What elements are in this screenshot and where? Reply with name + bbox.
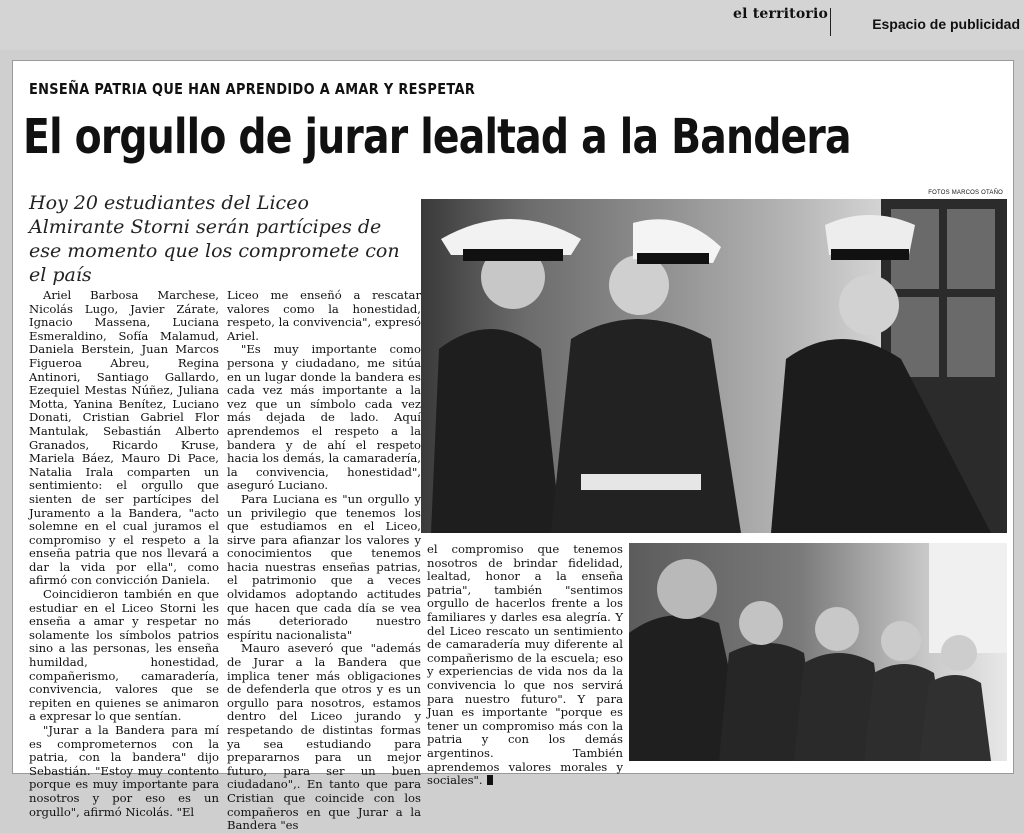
page-header-bar bbox=[0, 0, 1024, 50]
paragraph: Para Luciana es "un orgullo y un privilegio que tenemos los que estudiamos en el Liceo, sirve para afianzar los valores y conocimientos que tenemos hacia nuestras enseñas patrias, el patrimonio que a veces olvidamos adoptando actitudes que hacen que cada día se vea más deteriorado nuestro espíritu nacionalista" bbox=[227, 491, 421, 642]
cadets-seated-photo-graphic bbox=[629, 543, 1007, 761]
paragraph bbox=[427, 543, 623, 788]
article-column-2 bbox=[227, 288, 421, 833]
article-frame bbox=[12, 60, 1014, 833]
cadets-seated-photo bbox=[629, 543, 1007, 761]
article-headline: El orgullo de jurar lealtad a la Bandera bbox=[23, 109, 851, 165]
article-column-1 bbox=[29, 288, 219, 819]
paragraph: Liceo me enseñó a rescatar valores como la honestidad, respeto, la convivencia", expresó Ariel. bbox=[227, 288, 421, 343]
paragraph: Ariel Barbosa Marchese, Nicolás Lugo, Javier Zárate, Ignacio Massena, Luciana Esmeraldino, Sofía Malamud, Daniela Berstein, Juan Marcos Figueroa Abreu, Regina Antinori, Santiago Gallardo, Ezequiel Mestas Núñez, Juliana Motta, Yanina Benítez, Luciano Donati, Cristian Gabriel Flor Mantulak, Sebastián Alberto Granados, Ricardo Kruse, Mariela Báez, Mauro Di Pace, Natalia Irala comparten un sentimiento: el orgullo que sienten de ser partícipes del Juramento a la Bandera, "acto solemne en el cual juramos el compromiso y el respeto a la enseña patria que nos llevará a dar la vida por ella", como afirmó con convicción Daniela. bbox=[29, 288, 219, 588]
article-column-3 bbox=[427, 542, 623, 788]
article-kicker: ENSEÑA PATRIA QUE HAN APRENDIDO A AMAR Y RESPETAR bbox=[29, 80, 476, 98]
article-deck: Hoy 20 estudiantes del Liceo Almirante Storni serán partícipes de ese momento que los compromete con el país bbox=[29, 192, 400, 286]
cadets-main-photo-graphic bbox=[421, 199, 1007, 533]
paragraph: Mauro aseveró que "además de Jurar a la Bandera que implica tener más obligaciones de defenderla que otros y es un orgullo para nosotros, estamos dentro del Liceo jurando y respetando de distintas formas ya sea estudiando para prepararnos para un mejor futuro, para ser un buen ciudadano",. En tanto que para Cristian que coincide con los compañeros en que Jurar a la Bandera "es bbox=[227, 641, 421, 833]
cadets-main-photo bbox=[421, 199, 1007, 533]
paragraph: "Es muy importante como persona y ciudadano, me sitúa en un lugar donde la bandera es cada vez más importante a la vez que un símbolo cada vez más dejada de lado. Aquí aprendemos el respeto a la bandera y de ahí el respeto hacia los demás, la camaradería, la convivencia, honestidad", aseguró Luciano. bbox=[227, 342, 421, 493]
photo-credit: FOTOS MARCOS OTAÑO bbox=[928, 190, 1003, 196]
paragraph-text: el compromiso que tenemos nosotros de brindar fidelidad, lealtad, honor a la enseña patria", también "sentimos orgullo de hacerlos frente a los familiares y darles esa alegría. Y del Liceo rescato un sentimiento de camaradería muy diferente al compañerismo de la escuela; eso y experiencias de vida nos da la convivencia lo que nos servirá para nuestro futuro". Y para Juan es importante "porque es tener un compromiso más con la patria y con los demás argentinos. También aprendemos valores morales y sociales". bbox=[427, 542, 623, 788]
ad-space-label: Espacio de publicidad bbox=[872, 16, 1020, 32]
header-divider bbox=[830, 8, 831, 36]
end-of-article-mark bbox=[487, 775, 493, 785]
section-name: el territorio bbox=[733, 6, 828, 22]
paragraph: Coincidieron también en que estudiar en el Liceo Storni les enseña a amar y respetar no solamente los símbolos patrios sino a las personas, les enseña humildad, honestidad, compañerismo, camaradería, convivencia, valores que se repiten en quienes se animaron a expresar lo que sentían. bbox=[29, 587, 219, 724]
paragraph: "Jurar a la Bandera para mí es comprometernos con la patria, con la bandera" dijo Sebastián. "Estoy muy contento porque es muy importante para nosotros y por eso es un orgullo", afirmó Nicolás. "El bbox=[29, 723, 219, 819]
